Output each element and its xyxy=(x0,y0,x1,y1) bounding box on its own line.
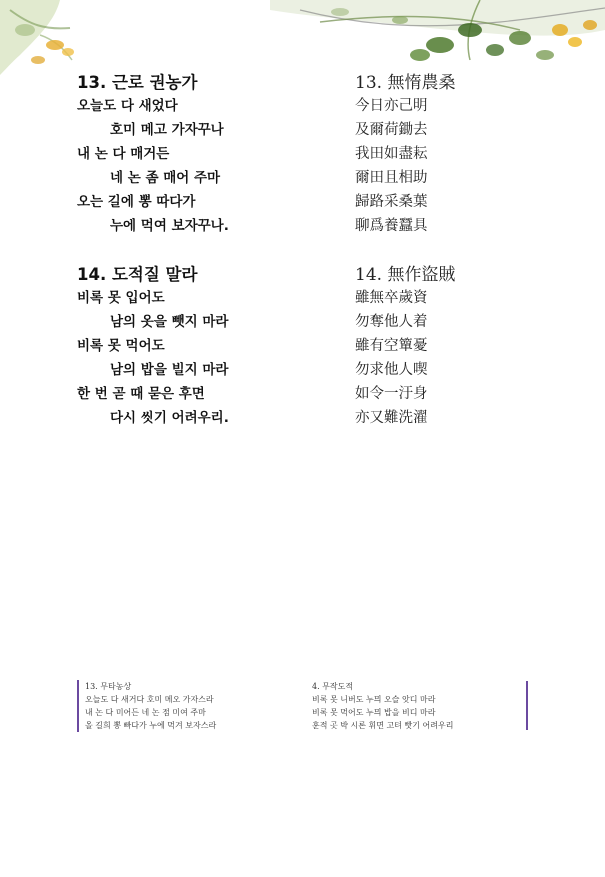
footnote-divider xyxy=(526,681,528,730)
poem-line: 비록 못 입어도 xyxy=(77,290,165,306)
poem13-hanja xyxy=(355,72,555,238)
poem14-hanja xyxy=(355,264,555,430)
poem-line: 네 논 좀 매어 주마 xyxy=(110,170,221,186)
footnote-line: 13. 무타농상 xyxy=(85,682,132,691)
poem-line: 내 논 다 매거든 xyxy=(77,146,170,162)
poem14-title-korean: 14. 도적질 말라 xyxy=(77,265,198,284)
poem-line: 다시 씻기 어려우리. xyxy=(110,410,229,426)
poem13-korean xyxy=(77,72,337,238)
poem-line: 歸路采桑葉 xyxy=(355,194,428,210)
poem-line: 及爾荷鋤去 xyxy=(355,122,428,138)
footnote-line: 4. 무작도적 xyxy=(312,682,354,691)
footnote-original-13 xyxy=(77,680,216,732)
poem-line: 勿奪他人着 xyxy=(355,314,428,330)
poem13-title-hanja: 13. 無惰農桑 xyxy=(355,73,456,93)
poem-line: 雖有空簞憂 xyxy=(355,338,428,354)
poem13-title-korean: 13. 근로 권농가 xyxy=(77,73,198,92)
footnote-original-14 xyxy=(312,680,522,732)
poem-line: 오는 길에 뽕 따다가 xyxy=(77,194,196,210)
footnote-line: 훈적 곳 박 시론 휘면 고텨 빳기 어려우리 xyxy=(312,721,454,730)
poem-line: 오늘도 다 새었다 xyxy=(77,98,178,114)
poem-line: 聊爲養蠶具 xyxy=(355,218,428,234)
poem-line: 雖無卒歲資 xyxy=(355,290,428,306)
footnote-line: 비록 못 먹어도 누믜 밥을 비디 마라 xyxy=(312,708,436,717)
footnote-line: 내 논 다 미어든 네 논 점 미여 주마 xyxy=(85,708,206,717)
poem-line: 爾田且相助 xyxy=(355,170,428,186)
poem-line: 今日亦己明 xyxy=(355,98,428,114)
poem-line: 호미 메고 가자꾸나 xyxy=(110,122,224,138)
poem-line: 남의 옷을 뺏지 마라 xyxy=(110,314,229,330)
poem-line: 남의 밥을 빌지 마라 xyxy=(110,362,229,378)
poem-line: 我田如盡耘 xyxy=(355,146,428,162)
footnote-line: 비록 못 니버도 누믜 오슬 앗디 마라 xyxy=(312,695,436,704)
poem14-korean xyxy=(77,264,337,430)
footnote-line: 올 길희 뽕 빠다가 누에 먹겨 보자스라 xyxy=(85,721,217,730)
poem-line: 亦又難洗濯 xyxy=(355,410,428,426)
poem-line: 한 번 곧 때 묻은 후면 xyxy=(77,386,205,402)
poem-line: 如令一汙身 xyxy=(355,386,428,402)
footnote-line: 오늘도 다 새거다 호미 메오 가자스라 xyxy=(85,695,214,704)
poem-line: 누에 먹여 보자꾸나. xyxy=(110,218,229,234)
poem-line: 勿求他人喫 xyxy=(355,362,428,378)
poem14-title-hanja: 14. 無作盜賊 xyxy=(355,265,456,285)
poem-line: 비록 못 먹어도 xyxy=(77,338,165,354)
